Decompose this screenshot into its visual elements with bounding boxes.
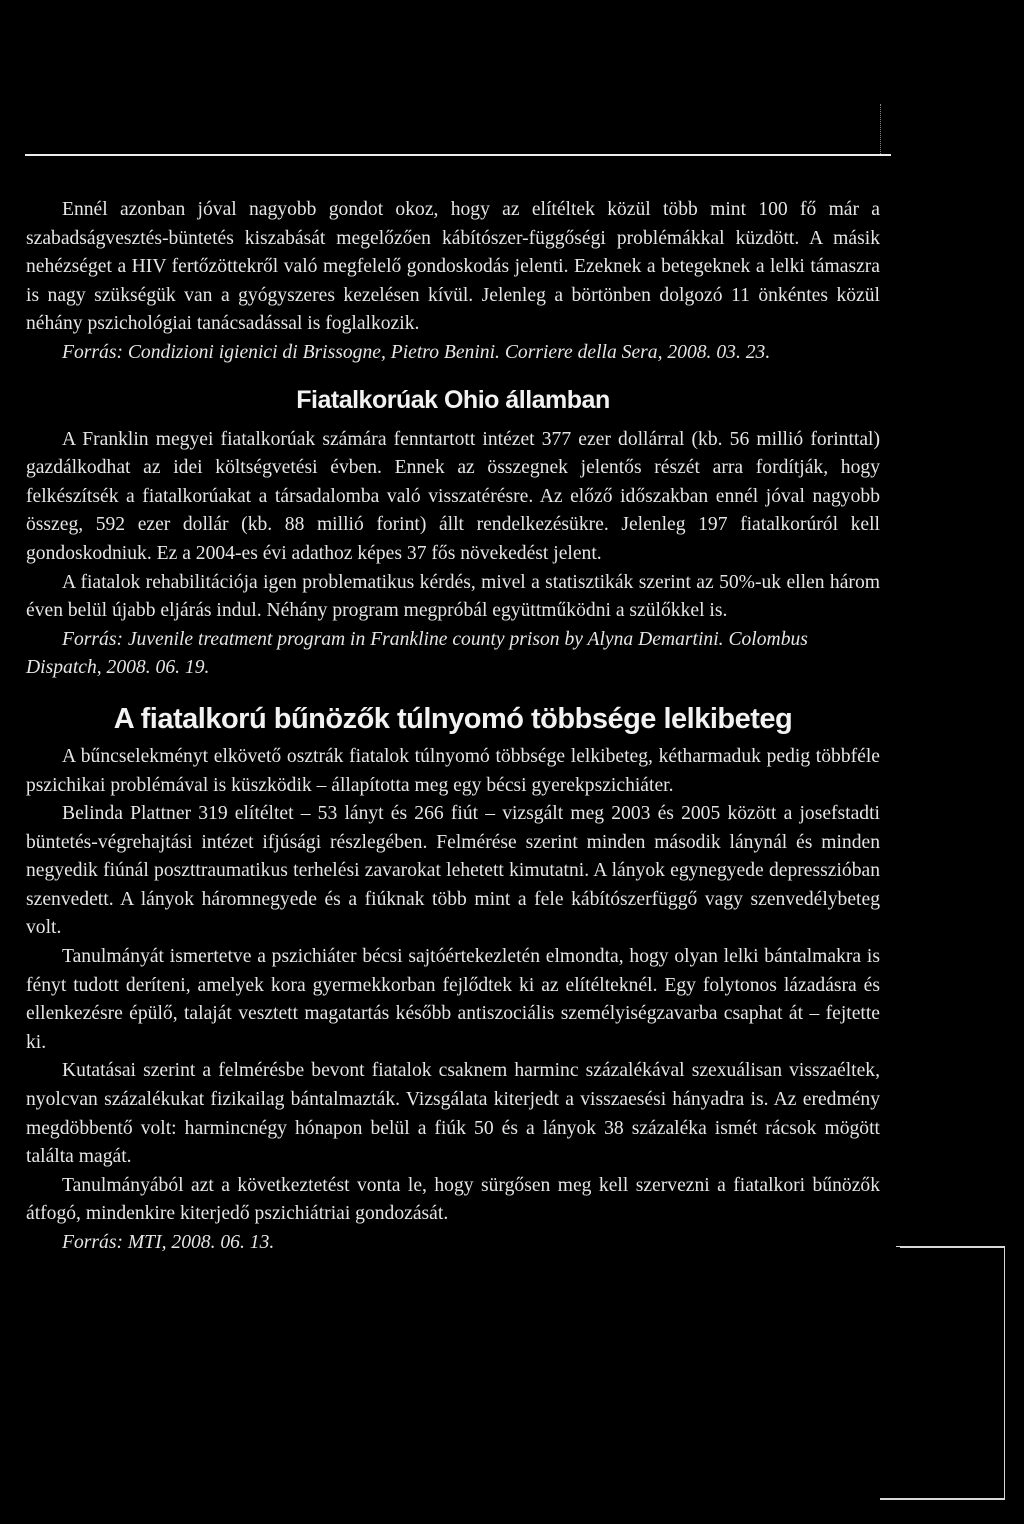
section-heading: A fiatalkorú bűnözők túlnyomó többsége lelkibeteg bbox=[113, 702, 793, 735]
body-paragraph: Ennél azonban jóval nagyobb gondot okoz, hogy az elítéltek közül több mint 100 fő már a szabadságvesztés-büntetés kiszabását megelőzően kábítószer-függőségi problémákkal küzdött. A másik nehézséget a HIV fertőzöttekről való megfelelő gondoskodás jelenti. Ezeknek a betegeknek a lelki támaszra is nagy szükségük van a gyógyszeres kezelésen kívül. Jelenleg a börtönben dolgozó 11 önkéntes közül néhány pszichológiai tanácsadással is foglalkozik. bbox=[26, 199, 880, 335]
body-paragraph: Belinda Plattner 319 elítéltet – 53 lányt és 266 fiút – vizsgált meg 2003 és 2005 között a josefstadti büntetés-végrehajtási intézet ifjúsági részlegében. Felmérése szerint minden második lánynál és minden negyedik fiúnál poszttraumatikus terhelési zavarokat lehetett kimutatni. A lányok egynegyede depresszióban szenvedett. A lányok háromnegyede és a fiúknak több mint a fele kábítószerfüggő vagy szenvedélybeteg volt. bbox=[26, 803, 880, 939]
body-paragraph: Tanulmányából azt a következtetést vonta le, hogy sürgősen meg kell szervezni a fiatalkori bűnözők átfogó, mindenkire kiterjedő pszichiátriai gondozását. bbox=[26, 1174, 880, 1225]
section-heading: Fiatalkorúak Ohio államban bbox=[296, 385, 610, 414]
body-paragraph: A bűncselekményt elkövető osztrák fiatalok túlnyomó többsége lelkibeteg, kétharmaduk pedig többféle pszichikai problémával is küszködik – állapította meg egy bécsi gyerekpszichiáter. bbox=[26, 745, 880, 796]
scan-margin-dots bbox=[880, 104, 881, 154]
source-citation: Forrás: Condizioni igienici di Brissogne, Pietro Benini. Corriere della Sera, 2008. 03. 23. bbox=[62, 341, 771, 363]
body-paragraph: A Franklin megyei fiatalkorúak számára fenntartott intézet 377 ezer dollárral (kb. 56 millió forinttal) gazdálkodhat az idei költségvetési évben. Ennek az összegnek jelentős részét arra fordítják, hogy felkészítsék a fiatalkorúakat a társadalomba való visszatérésre. Az előző időszakban ennél jóval nagyobb összeg, 592 ezer dollár (kb. 88 millió forint) állt rendelkezésükre. Jelenleg 197 fiatalkorúról kell gondoskodniuk. Ez a 2004-es évi adathoz képes 37 fős növekedést jelent. bbox=[26, 428, 880, 564]
body-paragraph: Kutatásai szerint a felmérésbe bevont fiatalok csaknem harminc százalékával szexuálisan visszaéltek, nyolcvan százalékukat fizikailag bántalmazták. Vizsgálata kiterjedt a visszaesési hányadra is. Az eredmény megdöbbentő volt: harmincnégy hónapon belül a fiúk 50 és a lányok 38 százaléka ismét rácsok mögött találta magát. bbox=[26, 1060, 880, 1168]
body-paragraph: Tanulmányát ismertetve a pszichiáter bécsi sajtóértekezletén elmondta, hogy olyan lelki bántalmakra is fényt tudott deríteni, amelyek kora gyermekkorban fejlődtek ki az elítélteknél. Egy folytonos lázadásra és ellenkezésre épülő, talaját vesztett magatartás később antiszociális személyiségzavarba csaphat át – fejtette ki. bbox=[26, 946, 880, 1053]
article-page bbox=[26, 196, 880, 1258]
body-paragraph: A fiatalok rehabilitációja igen problematikus kérdés, mivel a statisztikák szerint az 50%-uk ellen három éven belül újabb eljárás indul. Néhány program megpróbál együttműködni a szülőkkel is. bbox=[26, 571, 880, 622]
header-rule bbox=[25, 154, 891, 156]
section-brissogne bbox=[26, 196, 880, 368]
section-austria bbox=[26, 701, 880, 1258]
side-box bbox=[896, 1246, 1005, 1500]
section-ohio bbox=[26, 382, 880, 683]
source-citation: Forrás: MTI, 2008. 06. 13. bbox=[62, 1232, 275, 1253]
side-box-bottom-rule bbox=[880, 1498, 1004, 1500]
source-citation: Forrás: Juvenile treatment program in Frankline county prison by Alyna Demartini. Colombus Dispatch, 2008. 06. 19. bbox=[26, 628, 808, 679]
